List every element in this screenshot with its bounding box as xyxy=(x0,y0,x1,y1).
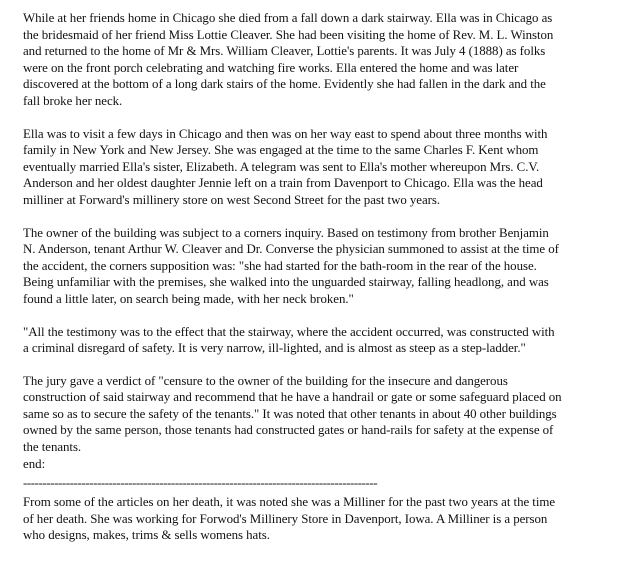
paragraph-jury-verdict: The jury gave a verdict of "censure to the owner of the building for the insecure and dangerous construction of said stairway and recommend that he have a handrail or gate or some safeguard placed on same so as to secure the safety of the tenants." It was noted that other tenants in about 40 other buildings owned by the same person, those tenants had constructed gates or hand-rails for safety at the expense of the tenants. xyxy=(23,373,562,455)
paragraph-death-account: While at her friends home in Chicago she died from a fall down a dark stairway. Ella was in Chicago as the bridesmaid of her friend Miss Lottie Cleaver. She had been visiting the home of Rev. M. L. Winston and returned to the home of Mr & Mrs. William Cleaver, Lottie's parents. It was July 4 (1888) as folks were on the front porch celebrating and watching fire works. Ella entered the home and was later discovered at the bottom of a long dark stairs of the home. Evidently she had fallen in the dark and the fall broke her neck. xyxy=(23,11,554,108)
paragraph-travel-plans: Ella was to visit a few days in Chicago and then was on her way east to spend about three months with family in New York and New Jersey. She was engaged at the time to the same Charles F. Kent whom eventually married Ella's sister, Elizabeth. A telegram was sent to Ella's mother whereupon Mrs. C.V. Anderson and her oldest daughter Jennie left on a train from Davenport to Chicago. Ella was the head milliner at Forward's millinery store on west Second Street for the past two years. xyxy=(23,126,548,207)
paragraph-testimony-quote: "All the testimony was to the effect that the stairway, where the accident occurred, was constructed with a criminal disregard of safety. It is very narrow, ill-lighted, and is almost as steep as a step-ladder." xyxy=(23,324,555,356)
end-label: end: xyxy=(23,456,46,471)
paragraph-footnote: From some of the articles on her death, it was noted she was a Milliner for the past two years at the time of her death. She was working for Forwod's Millinery Store in Davenport, Iowa. A Milliner is a person who designs, makes, trims & sells womens hats. xyxy=(23,495,556,543)
dashed-divider: ------------------------------------------------------------------------------------------- xyxy=(23,476,378,491)
paragraph-inquiry: The owner of the building was subject to a corners inquiry. Based on testimony from brother Benjamin N. Anderson, tenant Arthur W. Cleaver and Dr. Converse the physician summoned to assist at the time of the accident, the corners supposition was: "she had started for the bath-room in the rear of the house. Being unfamiliar with the premises, she walked into the unguarded stairway, falling headlong, and was found a little later, on search being made, with her neck broken." xyxy=(23,225,559,306)
